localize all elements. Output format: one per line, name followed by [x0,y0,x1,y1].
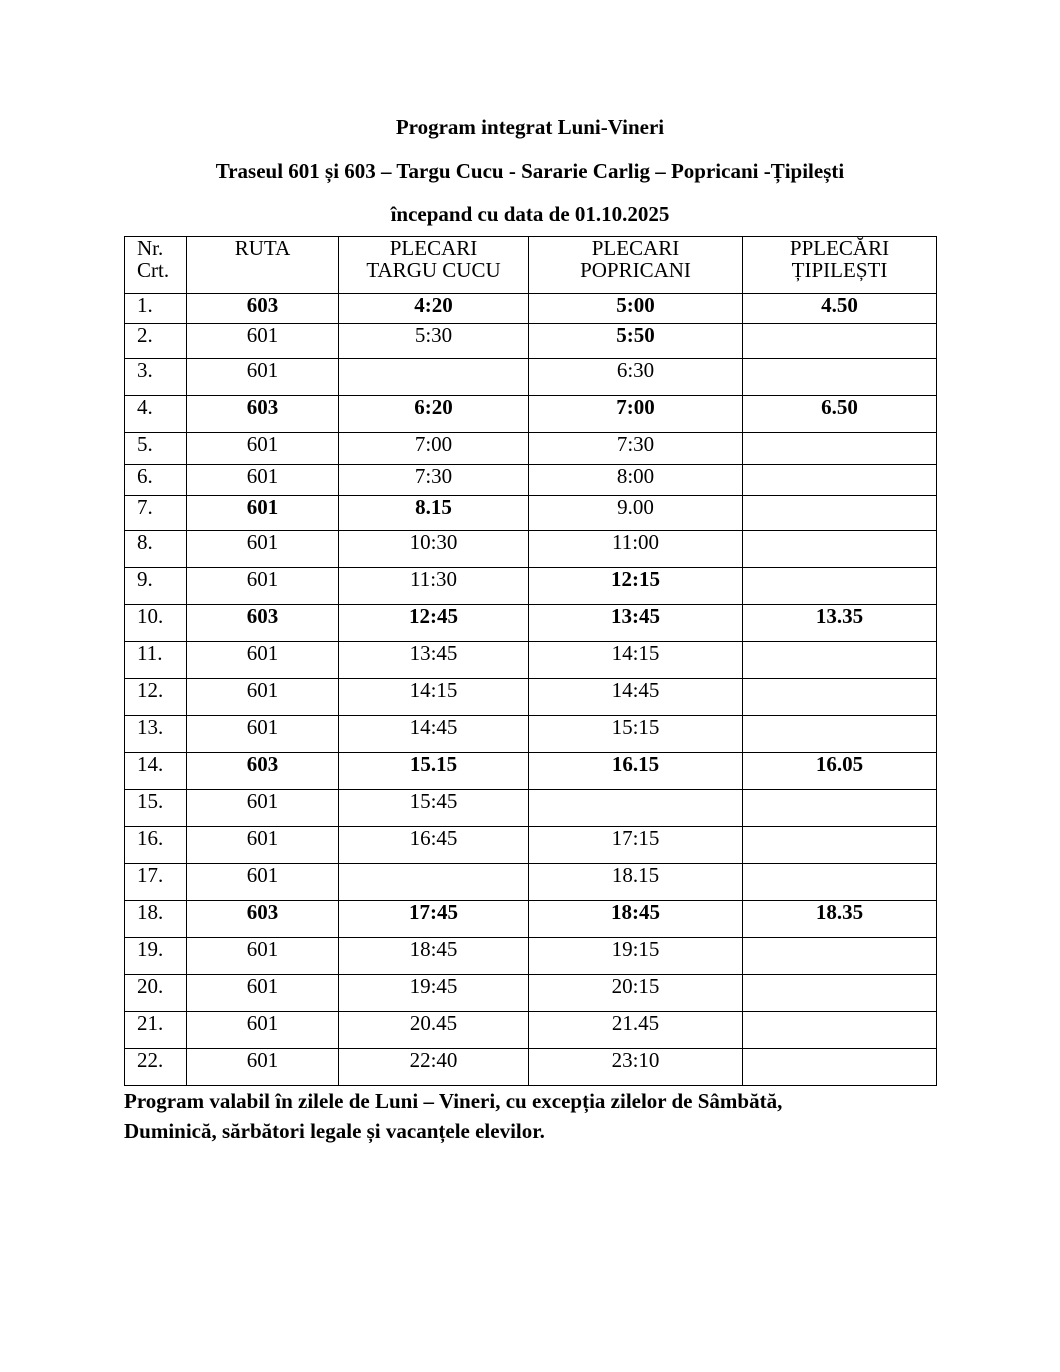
cell-targu-cucu: 22:40 [339,1049,529,1086]
cell-tipilesti [743,1049,937,1086]
cell-popricani: 15:15 [529,716,743,753]
header-plecari-tipilesti [743,237,937,294]
header-plecari-popricani [529,237,743,294]
table-row [125,396,937,433]
cell-nr: 19. [125,938,187,975]
table-row [125,568,937,605]
cell-tipilesti: 13.35 [743,605,937,642]
header-label: ȚIPILEȘTI [791,258,888,282]
cell-nr: 18. [125,901,187,938]
cell-tipilesti [743,938,937,975]
cell-popricani: 12:15 [529,568,743,605]
table-row [125,901,937,938]
schedule-table [124,236,937,1086]
cell-nr: 20. [125,975,187,1012]
cell-targu-cucu: 11:30 [339,568,529,605]
cell-tipilesti: 16.05 [743,753,937,790]
cell-ruta: 601 [187,433,339,465]
cell-tipilesti [743,1012,937,1049]
cell-tipilesti [743,790,937,827]
cell-ruta: 603 [187,294,339,324]
header-nr-crt [125,237,187,294]
cell-tipilesti: 4.50 [743,294,937,324]
header-label: PLECARI [389,236,478,260]
cell-nr: 3. [125,359,187,396]
cell-ruta: 601 [187,1012,339,1049]
cell-popricani: 14:45 [529,679,743,716]
header-label: POPRICANI [580,258,691,282]
cell-tipilesti [743,864,937,901]
cell-ruta: 603 [187,396,339,433]
cell-nr: 7. [125,496,187,531]
cell-targu-cucu: 14:45 [339,716,529,753]
cell-nr: 8. [125,531,187,568]
cell-targu-cucu: 13:45 [339,642,529,679]
table-row [125,359,937,396]
cell-popricani: 21.45 [529,1012,743,1049]
cell-popricani [529,790,743,827]
cell-targu-cucu: 5:30 [339,324,529,359]
cell-nr: 16. [125,827,187,864]
cell-ruta: 601 [187,716,339,753]
cell-nr: 14. [125,753,187,790]
cell-nr: 15. [125,790,187,827]
cell-nr: 1. [125,294,187,324]
cell-targu-cucu: 8.15 [339,496,529,531]
table-row [125,1012,937,1049]
table-row [125,716,937,753]
cell-ruta: 603 [187,753,339,790]
cell-popricani: 5:00 [529,294,743,324]
cell-targu-cucu: 20.45 [339,1012,529,1049]
cell-tipilesti [743,679,937,716]
cell-popricani: 17:15 [529,827,743,864]
cell-targu-cucu: 6:20 [339,396,529,433]
cell-tipilesti [743,324,937,359]
cell-targu-cucu: 17:45 [339,901,529,938]
cell-tipilesti [743,975,937,1012]
cell-nr: 2. [125,324,187,359]
cell-targu-cucu [339,864,529,901]
cell-ruta: 601 [187,496,339,531]
cell-tipilesti [743,716,937,753]
cell-ruta: 603 [187,605,339,642]
table-row [125,864,937,901]
cell-targu-cucu: 12:45 [339,605,529,642]
header-row [125,237,937,294]
table-row [125,679,937,716]
cell-targu-cucu: 18:45 [339,938,529,975]
cell-ruta: 601 [187,790,339,827]
table-row [125,1049,937,1086]
header-plecari-targu-cucu [339,237,529,294]
cell-ruta: 601 [187,324,339,359]
cell-tipilesti [743,568,937,605]
cell-tipilesti [743,827,937,864]
cell-tipilesti [743,642,937,679]
cell-ruta: 601 [187,938,339,975]
cell-popricani: 16.15 [529,753,743,790]
cell-ruta: 601 [187,359,339,396]
cell-targu-cucu: 7:30 [339,465,529,496]
cell-ruta: 601 [187,465,339,496]
header-label: TARGU CUCU [366,258,501,282]
cell-tipilesti [743,496,937,531]
cell-popricani: 18.15 [529,864,743,901]
cell-popricani: 19:15 [529,938,743,975]
cell-popricani: 8:00 [529,465,743,496]
header-label: PPLECĂRI [789,236,890,260]
cell-popricani: 14:15 [529,642,743,679]
cell-tipilesti: 6.50 [743,396,937,433]
cell-ruta: 601 [187,975,339,1012]
cell-targu-cucu: 10:30 [339,531,529,568]
cell-targu-cucu: 19:45 [339,975,529,1012]
header-ruta-label: RUTA [234,236,291,260]
cell-nr: 6. [125,465,187,496]
cell-popricani: 11:00 [529,531,743,568]
table-row [125,975,937,1012]
cell-ruta: 601 [187,642,339,679]
cell-popricani: 7:00 [529,396,743,433]
cell-nr: 22. [125,1049,187,1086]
validity-note-line2: Duminică, sărbători legale și vacanțele elevilor. [124,1119,545,1143]
cell-targu-cucu: 15:45 [339,790,529,827]
cell-nr: 13. [125,716,187,753]
cell-nr: 17. [125,864,187,901]
cell-targu-cucu: 15.15 [339,753,529,790]
table-row [125,938,937,975]
table-row [125,324,937,359]
cell-nr: 10. [125,605,187,642]
cell-popricani: 13:45 [529,605,743,642]
cell-tipilesti: 18.35 [743,901,937,938]
cell-tipilesti [743,531,937,568]
cell-nr: 9. [125,568,187,605]
cell-popricani: 6:30 [529,359,743,396]
cell-nr: 21. [125,1012,187,1049]
cell-nr: 11. [125,642,187,679]
cell-popricani: 5:50 [529,324,743,359]
cell-ruta: 601 [187,531,339,568]
cell-popricani: 9.00 [529,496,743,531]
cell-tipilesti [743,465,937,496]
header-nr: Nr. [137,236,164,260]
table-row [125,642,937,679]
cell-nr: 5. [125,433,187,465]
cell-targu-cucu: 16:45 [339,827,529,864]
validity-note-line1: Program valabil în zilele de Luni – Vineri, cu excepția zilelor de Sâmbătă, [124,1089,783,1113]
cell-popricani: 18:45 [529,901,743,938]
table-row [125,753,937,790]
cell-popricani: 7:30 [529,433,743,465]
table-row [125,531,937,568]
cell-targu-cucu [339,359,529,396]
cell-targu-cucu: 14:15 [339,679,529,716]
route-subtitle: Traseul 601 și 603 – Targu Cucu - Sararie Carlig – Popricani -Țipilești [215,159,845,183]
header-ruta [187,237,339,294]
table-row [125,465,937,496]
table-row [125,433,937,465]
cell-targu-cucu: 4:20 [339,294,529,324]
cell-nr: 4. [125,396,187,433]
cell-ruta: 601 [187,568,339,605]
table-row [125,294,937,324]
start-date: începand cu data de 01.10.2025 [390,202,670,226]
cell-targu-cucu: 7:00 [339,433,529,465]
cell-ruta: 601 [187,827,339,864]
header-crt: Crt. [137,258,170,282]
cell-nr: 12. [125,679,187,716]
table-row [125,496,937,531]
table-row [125,827,937,864]
cell-popricani: 20:15 [529,975,743,1012]
header-label: PLECARI [591,236,680,260]
table-row [125,790,937,827]
cell-popricani: 23:10 [529,1049,743,1086]
cell-ruta: 603 [187,901,339,938]
validity-note [124,1086,944,1146]
cell-tipilesti [743,359,937,396]
page-title: Program integrat Luni-Vineri [395,115,665,139]
table-row [125,605,937,642]
cell-tipilesti [743,433,937,465]
cell-ruta: 601 [187,1049,339,1086]
cell-ruta: 601 [187,679,339,716]
cell-ruta: 601 [187,864,339,901]
